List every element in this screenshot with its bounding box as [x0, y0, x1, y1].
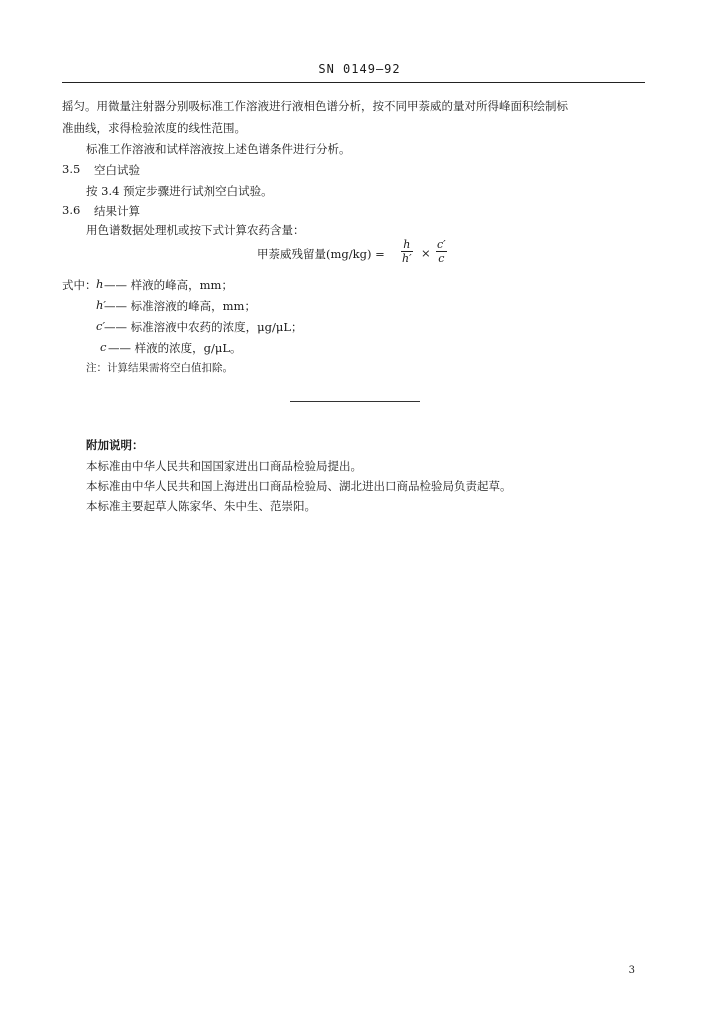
- variable-description: —— 样液的峰高，mm；: [104, 278, 233, 292]
- formula-fraction-c: [436, 238, 447, 265]
- variable-description: —— 标准溶液的峰高，mm；: [104, 299, 256, 313]
- paragraph-line: 摇匀。用微量注射器分别吸标准工作溶液进行液相色谱分析，按不同甲萘威的量对所得峰面积绘制标: [62, 99, 568, 113]
- paragraph: 用色谱数据处理机或按下式计算农药含量：: [86, 223, 305, 237]
- variable-symbol: h′: [96, 298, 107, 312]
- section-number: 3.6: [62, 203, 81, 217]
- note: 注：计算结果需将空白值扣除。: [86, 362, 233, 374]
- appendix-line: 本标准由中华人民共和国上海进出口商品检验局、湖北进出口商品检验局负责起草。: [86, 479, 512, 493]
- appendix-line: 本标准主要起草人陈家华、朱中生、范崇阳。: [86, 499, 316, 513]
- formula-fraction-h: [401, 238, 413, 265]
- paragraph: 按 3.4 预定步骤进行试剂空白试验。: [86, 184, 273, 198]
- fraction-numerator: c′: [437, 238, 446, 251]
- variable-symbol: c: [100, 340, 107, 354]
- fraction-numerator: h: [401, 238, 413, 252]
- fraction-denominator: c: [438, 252, 445, 265]
- variable-symbol: c′: [96, 319, 106, 333]
- fraction-denominator: h′: [402, 252, 412, 265]
- section-title: 结果计算: [94, 204, 140, 218]
- where-label: 式中：: [62, 278, 97, 292]
- paragraph-line: 准曲线，求得检验浓度的线性范围。: [62, 121, 246, 135]
- standard-code-header: SN 0149—92: [318, 62, 401, 76]
- formula-lhs: 甲萘威残留量(mg/kg) =: [257, 247, 385, 261]
- page-number: 3: [628, 965, 635, 976]
- appendix-title: 附加说明：: [86, 438, 144, 452]
- variable-description: —— 标准溶液中农药的浓度，μg/μL；: [104, 320, 303, 334]
- variable-symbol: h: [96, 277, 104, 291]
- variable-description: —— 样液的浓度，g/μL。: [108, 341, 242, 355]
- section-title: 空白试验: [94, 163, 140, 177]
- appendix-line: 本标准由中华人民共和国国家进出口商品检验局提出。: [86, 459, 362, 473]
- paragraph: 标准工作溶液和试样溶液按上述色谱条件进行分析。: [86, 142, 351, 156]
- section-number: 3.5: [62, 162, 81, 176]
- header-rule: [62, 82, 645, 83]
- section-divider: [290, 401, 420, 402]
- times-sign: ×: [421, 246, 431, 260]
